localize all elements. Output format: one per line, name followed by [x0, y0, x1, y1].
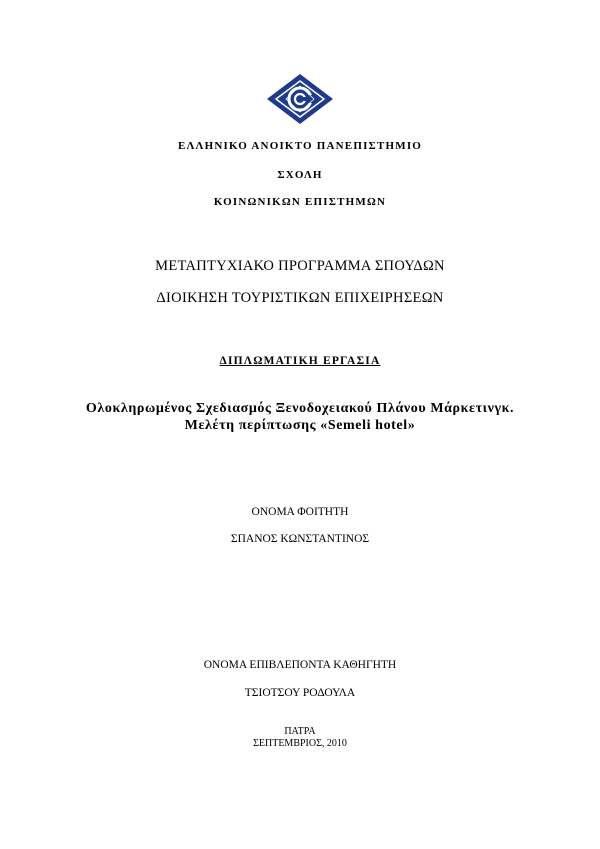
program-subtitle: ΔΙΟΙΚΗΣΗ ΤΟΥΡΙΣΤΙΚΩΝ ΕΠΙΧΕΙΡΗΣΕΩΝ: [156, 290, 444, 306]
student-label: ΟΝΟΜΑ ΦΟΙΤΗΤΗ: [251, 506, 349, 518]
university-name: ΕΛΛΗΝΙΚΟ ΑΝΟΙΚΤΟ ΠΑΝΕΠΙΣΤΗΜΙΟ: [177, 140, 423, 152]
thesis-title-line-2: Μελέτη περίπτωσης «Semeli hotel»: [184, 418, 416, 433]
footer-date: ΣΕΠΤΕΜΒΡΙΟΣ, 2010: [253, 738, 347, 749]
footer-city: ΠΑΤΡΑ: [284, 726, 316, 737]
program-title: ΜΕΤΑΠΤΥΧΙΑΚΟ ΠΡΟΓΡΑΜΜΑ ΣΠΟΥΔΩΝ: [155, 258, 445, 274]
thesis-title-line-1: Ολοκληρωμένος Σχεδιασμός Ξενοδοχειακού Πλάνου Μάρκετινγκ.: [85, 401, 515, 416]
school-name: ΚΟΙΝΩΝΙΚΩΝ ΕΠΙΣΤΗΜΩΝ: [213, 196, 387, 208]
thesis-label: ΔΙΠΛΩΜΑΤΙΚΗ ΕΡΓΑΣΙΑ: [219, 355, 381, 367]
student-name: ΣΠΑΝΟΣ ΚΩΝΣΤΑΝΤΙΝΟΣ: [230, 533, 370, 545]
supervisor-name: ΤΣΙΟΤΣΟΥ ΡΟΔΟΥΛΑ: [244, 687, 356, 699]
supervisor-label: ΟΝΟΜΑ ΕΠΙΒΛΕΠΟΝΤΑ ΚΑΘΗΓΗΤΗ: [203, 659, 397, 671]
school-label: ΣΧΟΛΗ: [277, 169, 323, 181]
university-emblem-icon: [266, 73, 334, 125]
